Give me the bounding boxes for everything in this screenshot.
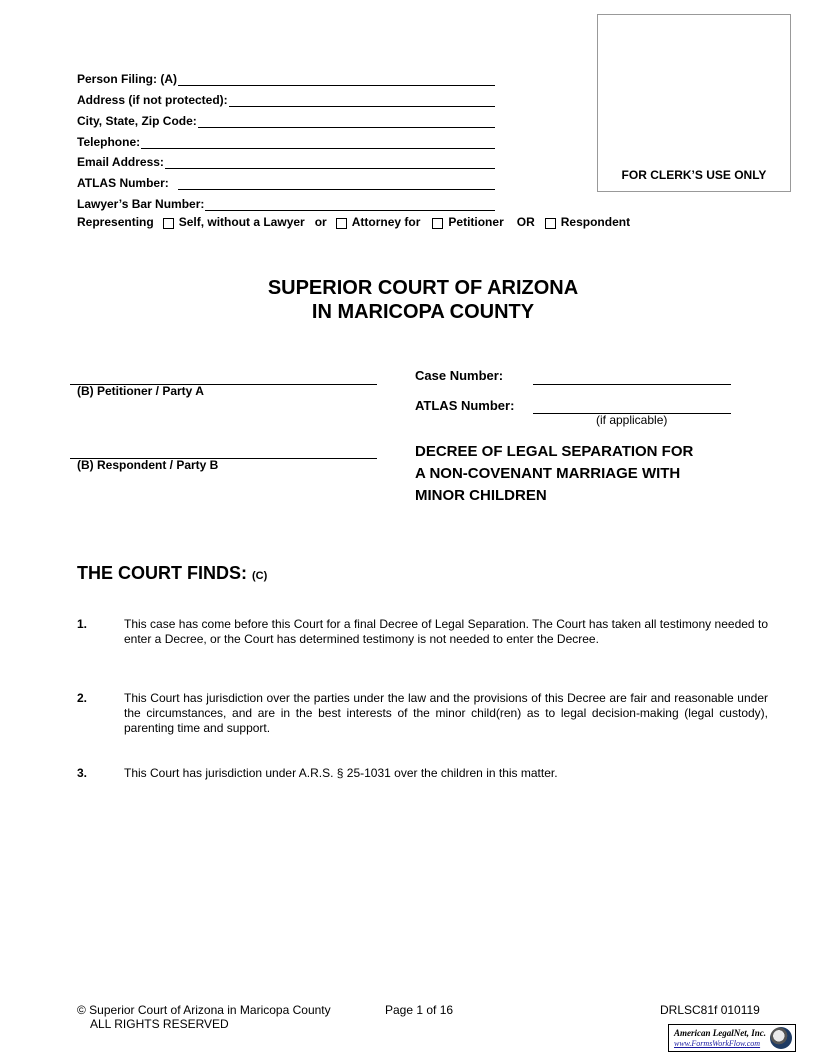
attorney-option-label: Attorney for: [351, 215, 421, 229]
email-line: [165, 156, 495, 169]
court-finds-note: (C): [252, 570, 268, 582]
bar-number-line: [205, 198, 495, 211]
telephone-line: [141, 136, 495, 149]
person-filing-field[interactable]: [77, 70, 495, 86]
atlas-number-field[interactable]: [77, 174, 495, 190]
or-text: or: [314, 215, 327, 229]
representing-label: Representing: [77, 215, 154, 229]
city-state-zip-line: [198, 115, 495, 128]
finding-text: This Court has jurisdiction under A.R.S. § 25-1031 over the children in this matter.: [124, 766, 558, 780]
document-title-line2: A NON-COVENANT MARRIAGE WITH: [415, 465, 681, 482]
atlas-number-label: ATLAS Number:: [77, 176, 173, 190]
self-checkbox[interactable]: [163, 218, 174, 229]
clerk-use-box: [597, 14, 791, 192]
person-filing-line: [178, 73, 495, 86]
finding-number: 2.: [77, 691, 88, 705]
atlas-number-line: [178, 177, 495, 190]
logo-company-name: American LegalNet, Inc.: [674, 1028, 766, 1038]
case-number-label: Case Number:: [415, 368, 504, 383]
email-label: Email Address:: [77, 155, 164, 169]
address-field[interactable]: [77, 91, 495, 107]
court-finds-heading: [77, 563, 267, 584]
petitioner-label: (B) Petitioner / Party A: [77, 384, 204, 398]
case-number-line[interactable]: [533, 384, 731, 385]
representing-row: [77, 215, 630, 229]
finding-number: 1.: [77, 617, 88, 631]
or-uppercase-text: OR: [516, 215, 535, 229]
footer-page-number: Page 1 of 16: [385, 1003, 454, 1017]
if-applicable-note: (if applicable): [596, 413, 668, 427]
respondent-checkbox[interactable]: [545, 218, 556, 229]
finding-text: This case has come before this Court for a final Decree of Legal Separation. The Court has taken all testimony needed to enter a Decree, or the Court has determined testimony is not needed to enter the Decree.: [124, 617, 768, 646]
petitioner-option-label: Petitioner: [448, 215, 504, 229]
case-atlas-label: ATLAS Number:: [415, 398, 515, 413]
address-line: [229, 94, 495, 107]
city-state-zip-field[interactable]: [77, 112, 495, 128]
bar-number-field[interactable]: [77, 195, 495, 211]
finding-number: 3.: [77, 766, 88, 780]
bar-number-label: Lawyer’s Bar Number:: [77, 197, 205, 211]
footer-rights: ALL RIGHTS RESERVED: [90, 1017, 229, 1031]
city-state-zip-label: City, State, Zip Code:: [77, 114, 197, 128]
document-title-line1: DECREE OF LEGAL SEPARATION FOR: [415, 443, 694, 460]
document-title: [415, 441, 735, 507]
telephone-field[interactable]: [77, 133, 495, 149]
respondent-label: (B) Respondent / Party B: [77, 458, 219, 472]
footer-copyright: © Superior Court of Arizona in Maricopa County: [77, 1003, 331, 1017]
logo-seal-icon: [770, 1027, 792, 1049]
logo-website-link[interactable]: www.FormsWorkFlow.com: [674, 1039, 761, 1048]
court-title-line1: SUPERIOR COURT OF ARIZONA: [267, 277, 579, 299]
telephone-label: Telephone:: [77, 135, 141, 149]
person-filing-label: Person Filing: (A): [77, 72, 177, 86]
address-label: Address (if not protected):: [77, 93, 228, 107]
court-finds-heading-text: THE COURT FINDS:: [77, 563, 247, 583]
clerk-use-label: FOR CLERK’S USE ONLY: [621, 168, 767, 182]
court-title-line2: IN MARICOPA COUNTY: [311, 301, 535, 323]
finding-text: This Court has jurisdiction over the parties under the law and the provisions of this Decree are fair and reasonable under the circumstances, and are in the best interests of the minor child(ren) as to legal decision-making (legal custody), parenting time and support.: [124, 691, 768, 735]
respondent-option-label: Respondent: [560, 215, 631, 229]
petitioner-checkbox[interactable]: [432, 218, 443, 229]
email-field[interactable]: [77, 153, 495, 169]
footer-form-code: DRLSC81f 010119: [660, 1003, 760, 1017]
legalnet-logo[interactable]: [668, 1024, 796, 1052]
document-title-line3: MINOR CHILDREN: [415, 487, 547, 504]
self-option-label: Self, without a Lawyer: [178, 215, 305, 229]
attorney-checkbox[interactable]: [336, 218, 347, 229]
